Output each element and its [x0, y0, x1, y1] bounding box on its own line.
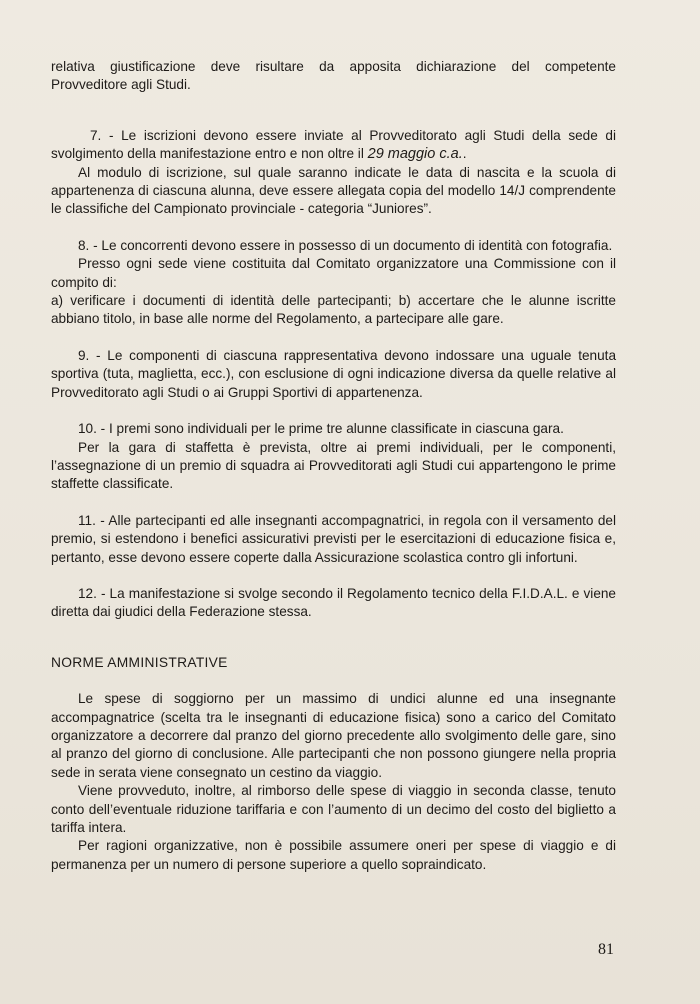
spacer — [51, 95, 616, 127]
spacer — [51, 219, 616, 237]
spacer — [51, 622, 616, 654]
admin-paragraph-1: Le spese di soggiorno per un massimo di undici alunne ed una insegnante accompagnatrice (scelta tra le insegnanti di educazione fisica) sono a carico del Comitato organizzatore a decorrere dal pranzo del giorno precedente allo svolgimento delle gare, sino al pranzo del giorno di conclusione. Alle partecipanti che non possono giungere nella propria sede in serata viene consegnato un cestino da viaggio. — [51, 691, 616, 780]
section-7-period: . — [462, 146, 467, 162]
section-7-paragraph-1 — [51, 127, 616, 164]
section-8-paragraph-3: a) verificare i documenti di identità delle partecipanti; b) accertare che le alunne iscritte abbiano titolo, in base alle norme del Regolamento, a partecipare alle gare. — [51, 293, 616, 327]
page-number: 81 — [598, 941, 614, 958]
spacer — [51, 672, 616, 690]
section-8-paragraph-1: 8. - Le concorrenti devono essere in possesso di un documento di identità con fotografia. — [78, 237, 613, 253]
section-10-paragraph-2: Per la gara di staffetta è prevista, oltre ai premi individuali, per le componenti, l’assegnazione di un premio di squadra ai Provveditorati agli Studi cui appartengono le prime staffette classificate. — [51, 439, 616, 492]
section-11-paragraph-1: 11. - Alle partecipanti ed alle insegnanti accompagnatrici, in regola con il versamento del premio, si estendono i benefici assicurativi previsti per le esercitazioni di educazione fisica e, pertanto, esse devono essere coperte dalla Assicurazione scolastica contro gli infortuni. — [51, 512, 616, 565]
section-7-paragraph-2: Al modulo di iscrizione, sul quale saranno indicate le data di nascita e la scuola di appartenenza di ciascuna alunna, deve essere allegata copia del modello 14/J comprendente le classifiche del Campionato provinciale - categoria “Juniores”. — [51, 164, 616, 217]
spacer — [51, 494, 616, 512]
spacer — [51, 402, 616, 420]
section-12-paragraph-1: 12. - La manifestazione si svolge secondo il Regolamento tecnico della F.I.D.A.L. e viene diretta dai giudici della Federazione stessa. — [51, 585, 616, 620]
spacer — [51, 567, 616, 585]
intro-line-2: Provveditore agli Studi. — [51, 77, 191, 93]
section-10-paragraph-1: 10. - I premi sono individuali per le prime tre alunne classificate in ciascuna gara. — [78, 421, 564, 437]
section-7-deadline: 29 maggio c.a. — [367, 146, 463, 163]
section-9-paragraph-1: 9. - Le componenti di ciascuna rappresentativa devono indossare una uguale tenuta sportiva (tuta, maglietta, ecc.), con esclusione di ogni indicazione diversa da quelle relative al Provveditorato agli Studi o ai Gruppi Sportivi di appartenenza. — [51, 347, 616, 400]
spacer — [51, 329, 616, 347]
section-heading: NORME AMMINISTRATIVE — [51, 654, 228, 670]
intro-paragraph — [51, 58, 616, 95]
page-body — [51, 58, 616, 874]
intro-line-1: relativa giustificazione deve risultare da apposita dichiarazione del competente — [51, 59, 616, 74]
admin-paragraph-3: Per ragioni organizzative, non è possibile assumere oneri per spese di viaggio e di permanenza per un numero di persone superiore a quello sopraindicato. — [51, 838, 616, 872]
section-8-paragraph-2: Presso ogni sede viene costituita dal Comitato organizzatore una Commissione con il compito di: — [51, 256, 616, 290]
section-7-text: 7. - Le iscrizioni devono essere inviate al Provveditorato agli Studi della sede di svolgimento della manifestazione entro e non oltre il — [51, 127, 616, 162]
admin-paragraph-2: Viene provveduto, inoltre, al rimborso delle spese di viaggio in seconda classe, tenuto conto dell’eventuale riduzione tariffaria e con l’aumento di un decimo del costo del biglietto a tariffa intera. — [51, 783, 616, 835]
